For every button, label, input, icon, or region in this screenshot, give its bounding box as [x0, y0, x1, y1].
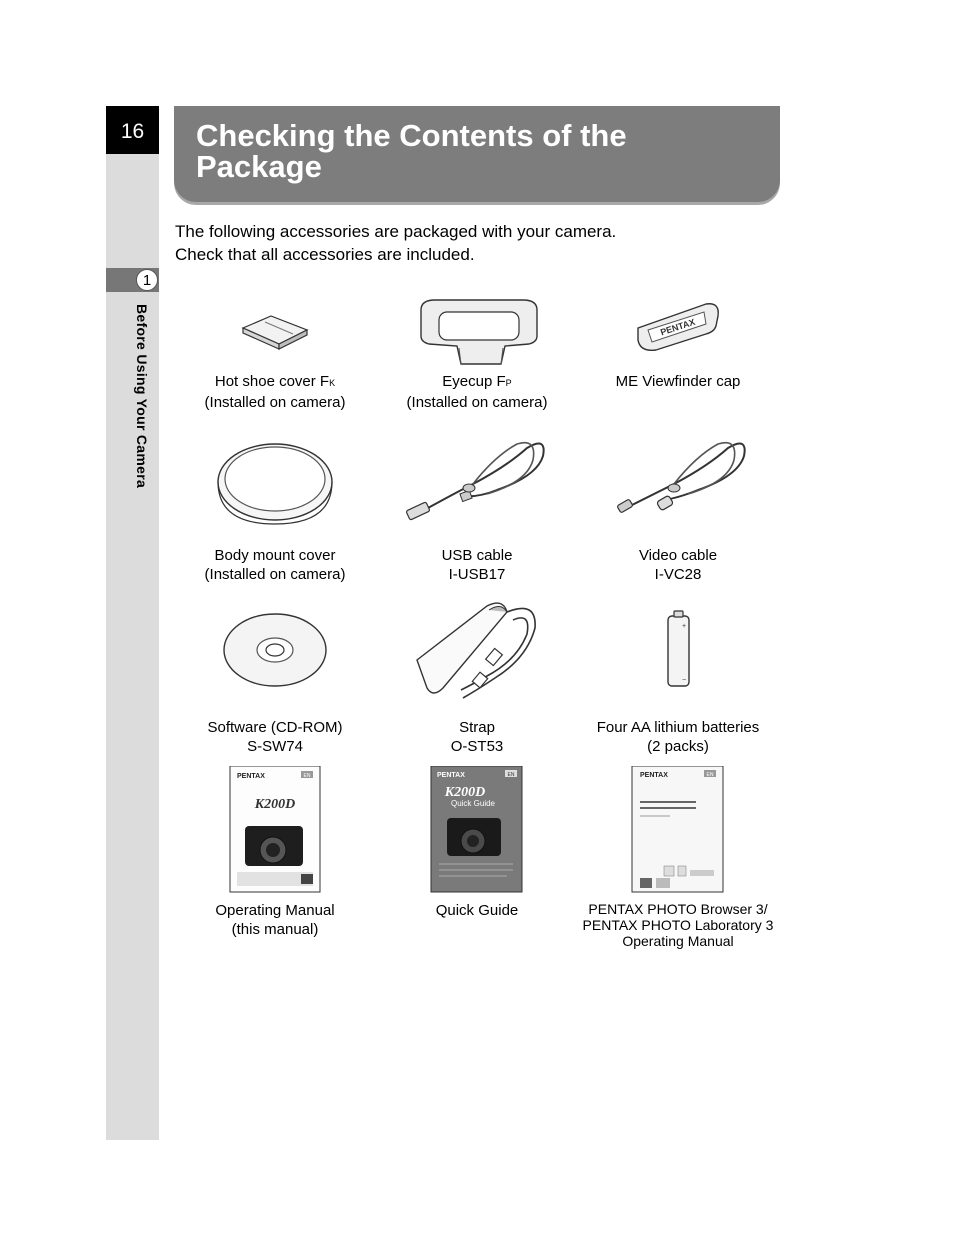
cd-rom-icon	[175, 598, 375, 708]
viewfinder-cap-icon	[578, 296, 778, 368]
usb-cable-icon	[377, 436, 577, 540]
hot-shoe-cover-icon	[175, 296, 375, 368]
page-title: Checking the Contents of the Package	[196, 118, 627, 184]
svg-text:K200D: K200D	[444, 785, 486, 800]
svg-text:PENTAX: PENTAX	[237, 773, 265, 780]
svg-text:+: +	[682, 623, 687, 630]
chapter-number: 1	[136, 269, 158, 291]
chapter-title: Before Using Your Camera	[134, 304, 150, 489]
item-cd-rom: Software (CD-ROM) S-SW74	[175, 598, 375, 756]
item-strap: Strap O-ST53	[377, 598, 577, 756]
svg-text:EN: EN	[706, 772, 714, 778]
chapter-sidebar	[106, 106, 159, 1140]
item-viewfinder-cap: PENTAX ME Viewfinder cap	[578, 296, 778, 391]
quick-guide-cover-icon	[377, 766, 577, 893]
item-eyecup: Eyecup FP (Installed on camera)	[377, 296, 577, 412]
item-operating-manual: PENTAX EN K200D Operating Manual (this manual)	[175, 766, 375, 939]
page-number: 16	[106, 106, 159, 154]
video-cable-icon	[578, 436, 778, 540]
body-mount-cover-icon	[175, 436, 375, 540]
item-usb-cable: USB cable I-USB17	[377, 436, 577, 584]
eyecup-icon	[377, 296, 577, 368]
intro-text: The following accessories are packaged with your camera. Check that all accessories are included.	[175, 222, 617, 264]
strap-icon	[377, 598, 577, 708]
manual-cover-icon	[175, 766, 375, 893]
item-quick-guide: PENTAX EN K200D Quick Guide Quick Guide	[377, 766, 577, 920]
software-manual-cover-icon	[578, 766, 778, 893]
svg-text:−: −	[682, 677, 687, 684]
item-batteries: + − Four AA lithium batteries (2 packs)	[578, 598, 778, 756]
item-body-mount-cover: Body mount cover (Installed on camera)	[175, 436, 375, 584]
battery-icon	[578, 598, 778, 708]
svg-text:K200D: K200D	[254, 797, 296, 812]
viewfinder-cap-logo: PENTAX	[659, 316, 697, 338]
svg-text:EN: EN	[507, 772, 515, 778]
item-software-manual: PENTAX EN PENTAX PHOTO Browser 3/ PENTAX PHOTO Laboratory 3 Operating Manual	[578, 766, 778, 949]
item-hot-shoe-cover: Hot shoe cover FK (Installed on camera)	[175, 296, 375, 412]
svg-text:Quick Guide: Quick Guide	[450, 799, 496, 808]
svg-text:PENTAX: PENTAX	[640, 772, 668, 779]
svg-text:PENTAX: PENTAX	[437, 772, 465, 779]
item-video-cable: Video cable I-VC28	[578, 436, 778, 584]
svg-text:EN: EN	[303, 773, 311, 779]
